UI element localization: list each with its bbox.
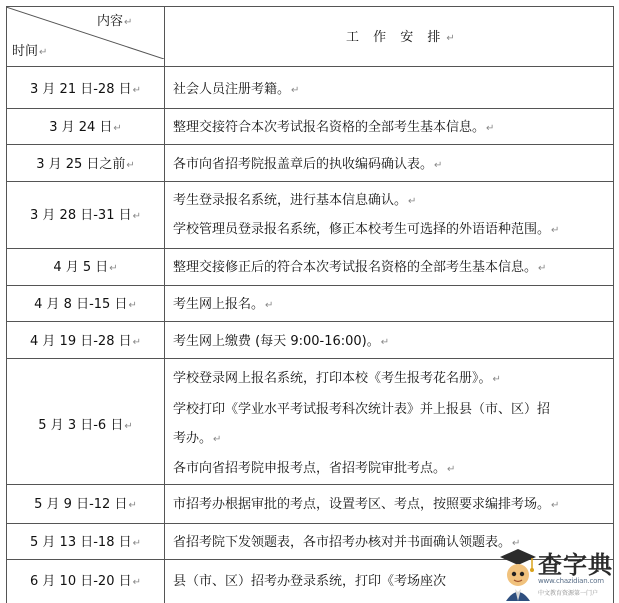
row-task: 学校打印《学业水平考试报考科次统计表》并上报县（市、区）招 (173, 402, 551, 417)
row-date: 3 月 28 日-31 日↵ (30, 208, 141, 223)
row-date: 3 月 24 日↵ (49, 120, 122, 135)
logo-site: www.chazidian.com (538, 577, 604, 585)
row-task: 考生登录报名系统，进行基本信息确认。↵ (173, 193, 417, 208)
row-border (6, 321, 614, 322)
row-task: 社会人员注册考籍。↵ (173, 82, 300, 97)
row-date: 4 月 19 日-28 日↵ (30, 334, 141, 349)
row-border (6, 144, 614, 145)
row-date: 6 月 10 日-20 日↵ (30, 574, 141, 589)
row-border (6, 248, 614, 249)
watermark-logo (498, 545, 619, 603)
column-divider (164, 6, 165, 603)
row-date: 3 月 21 日-28 日↵ (30, 82, 141, 97)
table-border-right (613, 6, 614, 603)
row-task: 学校登录网上报名系统，打印本校《考生报考花名册》。↵ (173, 371, 501, 386)
row-date: 5 月 9 日-12 日↵ (34, 497, 137, 512)
header-work-label: 工 作 安 排↵ (346, 30, 460, 45)
row-border (6, 108, 614, 109)
row-task: 考办。↵ (173, 431, 222, 446)
row-task: 整理交接符合本次考试报名资格的全部考生基本信息。↵ (173, 120, 495, 135)
row-task: 整理交接修正后的符合本次考试报名资格的全部考生基本信息。↵ (173, 260, 547, 275)
logo-tagline: 中文教育资源第一门户 (538, 590, 599, 597)
logo-name: 查字典 (538, 551, 613, 579)
header-bottom-border (6, 66, 614, 67)
row-task: 考生网上缴费 (每天 9:00-16:00)。↵ (173, 334, 390, 349)
row-border (6, 285, 614, 286)
row-date: 5 月 3 日-6 日↵ (38, 418, 133, 433)
row-border (6, 523, 614, 524)
row-task: 县（市、区）招考办登录系统，打印《考场座次 (173, 574, 447, 589)
header-content-label: 内容↵ (97, 14, 133, 29)
row-date: 5 月 13 日-18 日↵ (30, 535, 141, 550)
row-date: 4 月 5 日↵ (53, 260, 118, 275)
row-date: 4 月 8 日-15 日↵ (34, 297, 137, 312)
row-border (6, 181, 614, 182)
row-task: 省招考院下发领题表，各市招考办核对并书面确认领题表。↵ (173, 535, 521, 550)
row-task: 考生网上报名。↵ (173, 297, 274, 312)
row-border (6, 358, 614, 359)
row-task: 各市向省招考院申报考点，省招考院审批考点。↵ (173, 461, 456, 476)
row-task: 市招考办根据审批的考点，设置考区、考点，按照要求编排考场。↵ (173, 497, 560, 512)
header-time-label: 时间↵ (12, 44, 48, 59)
row-date: 3 月 25 日之前↵ (36, 157, 135, 172)
row-task: 各市向省招考院报盖章后的执收编码确认表。↵ (173, 157, 443, 172)
row-border (6, 484, 614, 485)
row-task: 学校管理员登录报名系统，修正本校考生可选择的外语语种范围。↵ (173, 222, 560, 237)
graduate-mascot-icon (498, 545, 538, 603)
